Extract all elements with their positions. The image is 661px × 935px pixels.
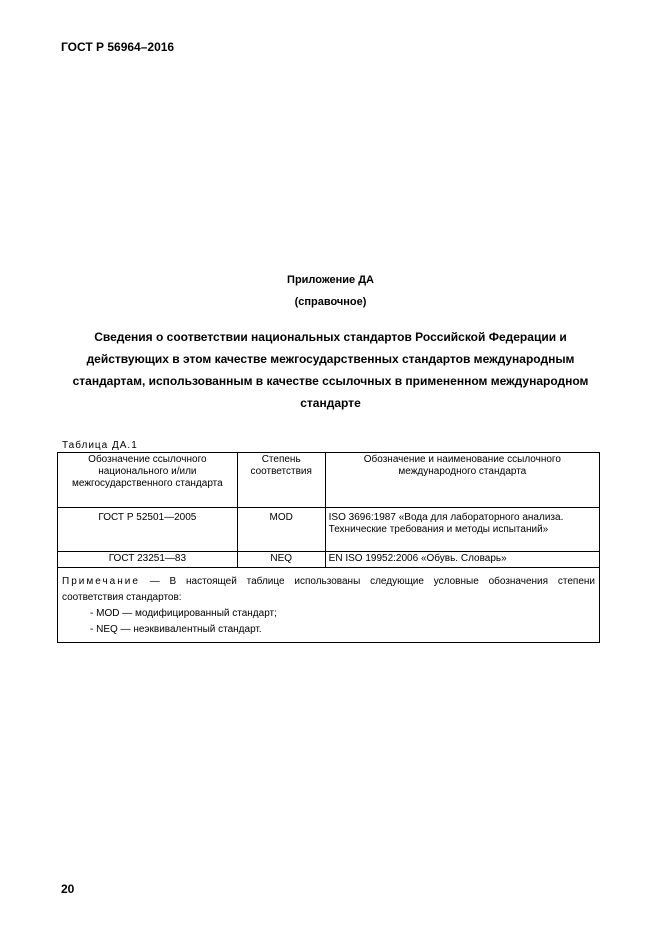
table-cell: ISO 3696:1987 «Вода для лабораторного анализа. Технические требования и методы испытаний»	[325, 508, 599, 552]
table-header-row	[58, 453, 600, 508]
table-note	[58, 568, 600, 643]
note-line: соответствия стандартов:	[62, 592, 182, 603]
header-cell: Степень соответствия	[237, 453, 325, 508]
table-row	[58, 508, 600, 552]
heading-line: действующих в этом качестве межгосударственных стандартов международным	[86, 352, 575, 366]
header-cell: Обозначение ссылочного национального и/или межгосударственного стандарта	[58, 453, 238, 508]
table-cell: EN ISO 19952:2006 «Обувь. Словарь»	[325, 552, 599, 568]
table-label: Таблица ДА.1	[62, 440, 138, 451]
note-item: - MOD — модифицированный стандарт;	[90, 608, 277, 619]
table-note-row	[58, 568, 600, 643]
appendix-title: Приложение ДА	[287, 274, 374, 286]
header-cell: Обозначение и наименование ссылочного международного стандарта	[325, 453, 599, 508]
table-cell: MOD	[237, 508, 325, 552]
appendix-heading	[60, 326, 601, 414]
note-item: - NEQ — неэквивалентный стандарт.	[90, 624, 262, 635]
document-header: ГОСТ Р 56964–2016	[61, 40, 175, 54]
note-text: — В настоящей таблице использованы следующие условные обозначения степени	[139, 576, 595, 587]
note-line	[62, 574, 595, 590]
heading-line: стандартам, использованным в качестве ссылочных в примененном международном	[72, 374, 589, 388]
appendix-subtitle: (справочное)	[294, 296, 367, 308]
heading-line: стандарте	[300, 396, 361, 410]
note-prefix: Примечание	[62, 576, 140, 587]
table-cell: ГОСТ Р 52501—2005	[58, 508, 238, 552]
page-number: 20	[61, 882, 75, 896]
table-cell: NEQ	[237, 552, 325, 568]
table-cell: ГОСТ 23251—83	[58, 552, 238, 568]
table-row	[58, 552, 600, 568]
correspondence-table	[57, 452, 600, 643]
heading-line: Сведения о соответствии национальных стандартов Российской Федерации и	[94, 330, 567, 344]
